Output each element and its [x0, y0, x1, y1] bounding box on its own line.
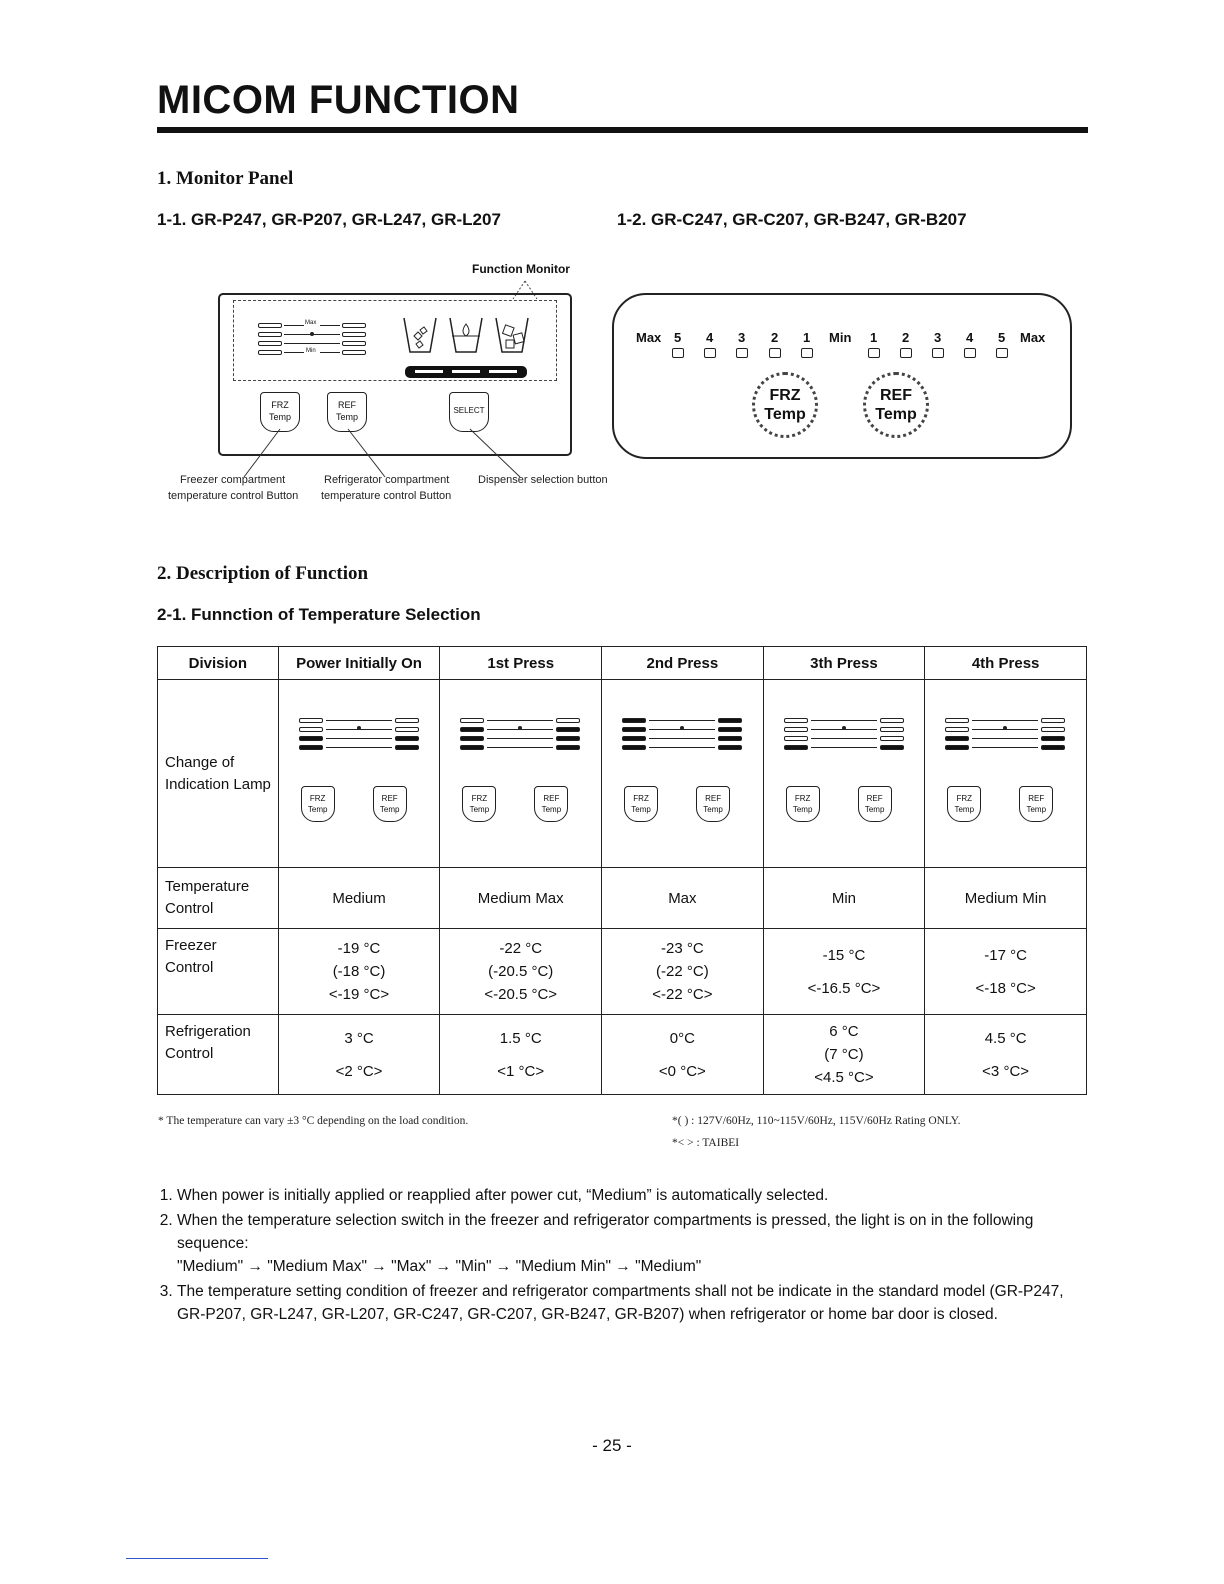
lamp-line [326, 738, 392, 739]
table-cell: 3 °C <2 °C> [278, 1015, 440, 1095]
frz-temp-button-small: FRZ Temp [462, 786, 496, 822]
scale-label: 1 [870, 330, 878, 345]
ref-temp-round-button[interactable]: REF Temp [863, 372, 929, 438]
lamp-bar [880, 745, 904, 750]
lamp-bar [718, 745, 742, 750]
lamp-bar [784, 727, 808, 732]
table-cell: 1.5 °C <1 °C> [440, 1015, 602, 1095]
water-icon [450, 318, 482, 352]
lamp-bar [299, 727, 323, 732]
lamp-line [487, 747, 553, 748]
lamp-bar [395, 727, 419, 732]
ref-temp-button-small: REF Temp [858, 786, 892, 822]
scale-label: Min [829, 330, 852, 345]
table-cell: Medium Max [440, 868, 602, 929]
scale-label: 5 [998, 330, 1006, 345]
lamp-dot [357, 726, 361, 730]
lamp-line [972, 738, 1038, 739]
lamp-line [649, 738, 715, 739]
lamp-bar [622, 727, 646, 732]
lamp-bar [299, 745, 323, 750]
lamp-line [811, 747, 877, 748]
lamp-line [811, 720, 877, 721]
table-header: 3th Press [763, 647, 925, 680]
scale-label: 3 [934, 330, 942, 345]
lamp-cell [440, 680, 602, 868]
scale-label: Max [636, 330, 662, 345]
lamp-bar [880, 736, 904, 741]
subheading-2-1: 2-1. Funnction of Temperature Selection [157, 605, 481, 624]
ref-temp-button-small: REF Temp [1019, 786, 1053, 822]
page-title: MICOM FUNCTION [157, 78, 520, 122]
lamp-line [649, 720, 715, 721]
ref-temp-button-small: REF Temp [373, 786, 407, 822]
lamp-bar [945, 736, 969, 741]
lamp-bar [718, 727, 742, 732]
ref-button-caption-1: Refrigerator compartment [324, 474, 450, 486]
table-header: 1st Press [440, 647, 602, 680]
lamp-bar [622, 718, 646, 723]
lamp-line [649, 747, 715, 748]
lamp-line [487, 738, 553, 739]
section-heading-monitor-panel: 1. Monitor Panel [157, 168, 294, 189]
lamp-bar [784, 745, 808, 750]
lamp-bar [556, 736, 580, 741]
lamp-bar [945, 745, 969, 750]
dispenser-button-caption: Dispenser selection button [478, 474, 608, 486]
indicator-lamp [736, 348, 748, 358]
lamp-bar [1041, 718, 1065, 723]
dispenser-indicator-bar [405, 366, 527, 378]
subheading-1-2: 1-2. GR-C247, GR-C207, GR-B247, GR-B207 [617, 210, 967, 229]
table-row [158, 680, 1087, 868]
indication-lamp-graphic [460, 718, 580, 758]
table-cell: -23 °C (-22 °C) <-22 °C> [602, 929, 764, 1015]
lamp-line [326, 720, 392, 721]
frz-temp-round-button[interactable]: FRZ Temp [752, 372, 818, 438]
lamp-bar [395, 736, 419, 741]
lamp-bar [460, 736, 484, 741]
lamp-bar [299, 718, 323, 723]
table-cell: Max [602, 868, 764, 929]
lamp-cell [278, 680, 440, 868]
lamp-bar [556, 718, 580, 723]
lamp-bar [395, 718, 419, 723]
indicator-lamp [964, 348, 976, 358]
indication-lamp-graphic [622, 718, 742, 758]
panel-b-scale [636, 330, 1056, 364]
page-number: - 25 - [592, 1436, 632, 1455]
indicator-lamp [704, 348, 716, 358]
ref-temp-button[interactable]: REF Temp [327, 392, 367, 432]
lamp-line [972, 720, 1038, 721]
row-label: Temperature Control [158, 868, 279, 929]
frz-temp-button-small: FRZ Temp [624, 786, 658, 822]
table-header: Division [158, 647, 279, 680]
monitor-panel-b [612, 293, 1072, 459]
lamp-bar [945, 727, 969, 732]
table-cell: Medium [278, 868, 440, 929]
lamp-bar [718, 718, 742, 723]
indicator-lamp [801, 348, 813, 358]
row-label: Change of Indication Lamp [158, 680, 279, 868]
footnote-load-condition: * The temperature can vary ±3 °C depending on the load condition. [158, 1115, 469, 1127]
indicator-lamp [868, 348, 880, 358]
frz-button-caption-2: temperature control Button [168, 490, 299, 502]
table-cell: Medium Min [925, 868, 1087, 929]
table-cell: -15 °C <-16.5 °C> [763, 929, 925, 1015]
list-item: 3. The temperature setting condition of freezer and refrigerator compartments shall not be indicate in the standard model (GR-P247, GR-P207, GR-L247, GR-L207, GR-C247, GR-C207, GR-B247, GR-B207) when refrigerator or home bar door is closed. [177, 1280, 1090, 1326]
footnote-rating: *( ) : 127V/60Hz, 110~115V/60Hz, 115V/60Hz Rating ONLY. [672, 1115, 961, 1127]
lamp-bar [945, 718, 969, 723]
indication-lamp-graphic [945, 718, 1065, 758]
lamp-bar [784, 718, 808, 723]
scale-label: 2 [771, 330, 779, 345]
temperature-selection-table [157, 646, 1087, 1095]
dispenser-mode-icons [400, 312, 540, 358]
table-row [158, 1015, 1087, 1095]
table-cell: -19 °C (-18 °C) <-19 °C> [278, 929, 440, 1015]
lamp-dot [842, 726, 846, 730]
lamp-bar [556, 727, 580, 732]
frz-button-caption-1: Freezer compartment [180, 474, 286, 486]
table-row [158, 868, 1087, 929]
table-cell: 0°C <0 °C> [602, 1015, 764, 1095]
lamp-bar [880, 718, 904, 723]
scale-label: 2 [902, 330, 910, 345]
lamp-line [487, 720, 553, 721]
indicator-lamp [932, 348, 944, 358]
title-rule [157, 127, 1088, 133]
table-cell: Min [763, 868, 925, 929]
lamp-cell [602, 680, 764, 868]
list-item: 2. When the temperature selection switch in the freezer and refrigerator compartments is pressed, the light is on in the following sequence: "Medium" → "Medium Max" → "Max" → "Min" → "Medium Min" → "Medium" [177, 1209, 1090, 1278]
lamp-bar [556, 745, 580, 750]
table-header-row [158, 647, 1087, 680]
table-header: Power Initially On [278, 647, 440, 680]
indicator-lamp [900, 348, 912, 358]
table-header: 2nd Press [602, 647, 764, 680]
lamp-cell [763, 680, 925, 868]
lamp-line [972, 747, 1038, 748]
table-row [158, 929, 1087, 1015]
lamp-max-label: Max [305, 320, 317, 326]
frz-temp-button-small: FRZ Temp [947, 786, 981, 822]
ref-temp-button-small: REF Temp [534, 786, 568, 822]
lamp-line [326, 747, 392, 748]
lamp-min-label: Min [306, 348, 316, 354]
indication-lamp-graphic [299, 718, 419, 758]
lamp-line [811, 738, 877, 739]
function-monitor-label: Function Monitor [472, 262, 570, 276]
row-label: Freezer Control [158, 929, 279, 1015]
lamp-bar [460, 745, 484, 750]
lamp-bar [622, 736, 646, 741]
frz-temp-button-small: FRZ Temp [301, 786, 335, 822]
indicator-lamp [769, 348, 781, 358]
indicator-lamp [672, 348, 684, 358]
bottom-link-line [126, 1558, 268, 1559]
lamp-bar [1041, 745, 1065, 750]
row-label: Refrigeration Control [158, 1015, 279, 1095]
lamp-bar [880, 727, 904, 732]
lamp-bar [299, 736, 323, 741]
scale-label: 4 [706, 330, 714, 345]
table-cell: 6 °C (7 °C) <4.5 °C> [763, 1015, 925, 1095]
sequence-line: "Medium" → "Medium Max" → "Max" → "Min" → "Medium Min" → "Medium" [177, 1258, 702, 1275]
subheading-1-1: 1-1. GR-P247, GR-P207, GR-L247, GR-L207 [157, 210, 501, 229]
lamp-cell [925, 680, 1087, 868]
lamp-bar [784, 736, 808, 741]
scale-label: Max [1020, 330, 1046, 345]
list-item: 1. When power is initially applied or reapplied after power cut, “Medium” is automatically selected. [177, 1184, 1090, 1207]
lamp-bar [395, 745, 419, 750]
scale-label: 1 [803, 330, 811, 345]
function-notes-list [160, 1184, 1090, 1328]
scale-label: 3 [738, 330, 746, 345]
ref-temp-button-small: REF Temp [696, 786, 730, 822]
indicator-lamp [996, 348, 1008, 358]
lamp-bar [460, 718, 484, 723]
lamp-bar [1041, 736, 1065, 741]
table-cell: -22 °C (-20.5 °C) <-20.5 °C> [440, 929, 602, 1015]
panel-a-lamp-display [258, 318, 370, 370]
lamp-bar [1041, 727, 1065, 732]
table-header: 4th Press [925, 647, 1087, 680]
scale-label: 5 [674, 330, 682, 345]
callout-lines [220, 425, 540, 480]
table-cell: 4.5 °C <3 °C> [925, 1015, 1087, 1095]
indication-lamp-graphic [784, 718, 904, 758]
select-button[interactable]: SELECT [449, 392, 489, 432]
lamp-bar [622, 745, 646, 750]
table-cell: -17 °C <-18 °C> [925, 929, 1087, 1015]
ref-button-caption-2: temperature control Button [321, 490, 452, 502]
scale-label: 4 [966, 330, 974, 345]
section-heading-description: 2. Description of Function [157, 563, 369, 584]
lamp-bar [718, 736, 742, 741]
frz-temp-button[interactable]: FRZ Temp [260, 392, 300, 432]
frz-temp-button-small: FRZ Temp [786, 786, 820, 822]
footnote-taibei: *< > : TAIBEI [672, 1137, 740, 1149]
lamp-bar [460, 727, 484, 732]
